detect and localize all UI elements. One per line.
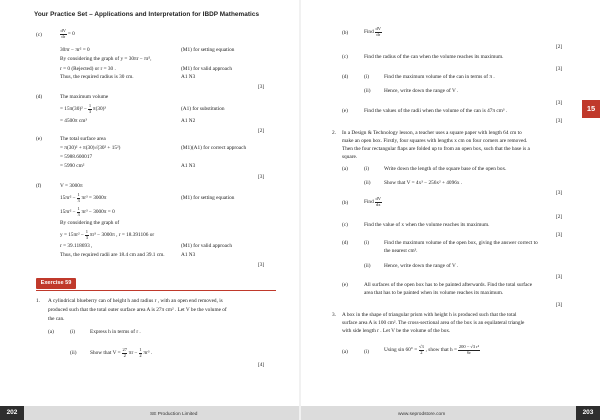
fraction: $\frac{1}{3}$ (88, 103, 92, 114)
q2b-label: (b) (342, 200, 349, 206)
fraction: $\frac{dV}{dr}$ (60, 28, 66, 39)
q3ai-text: Using sin 60° = $\frac{√3}{2}$ , show that h = $\frac{\text{200 − √3 r²}}{6r}$ (384, 344, 480, 355)
publisher-website: www.seprodstore.com (398, 412, 446, 417)
d-mark2: A1 N2 (181, 118, 196, 124)
q2e-text2: area that has to be painted when its volume reaches its maximum. (364, 290, 504, 296)
q2dii-label: (ii) (364, 263, 371, 269)
c-roots: r = 0 (Rejected) or r = 30 . (60, 66, 116, 72)
q2d-marks: [3] (556, 274, 563, 280)
rb-marks: [2] (556, 44, 563, 50)
re-label: (e) (342, 108, 348, 114)
c-row1 (36, 28, 75, 39)
running-header: Your Practice Set – Applications and Interpretation for IBDP Mathematics (34, 11, 260, 18)
q2d-label: (d) (342, 240, 349, 246)
e-l2: = π(30)² + π(30)√(30² + 15²) (60, 145, 121, 151)
q2a-marks: [3] (556, 190, 563, 196)
q2e-marks: [3] (556, 302, 563, 308)
c-label: (c) (36, 32, 42, 38)
c-mark1: (M1) for setting equation (181, 47, 235, 53)
exercise-badge: Exercise 59 (36, 278, 76, 289)
c-eq: 30πr − πr² = 0 (60, 47, 90, 53)
f-l6: r = 39.118693 , (60, 243, 93, 249)
q3-t2: surface area A is 100 cm². The cross-sectional area of the box is an equilateral triangle (342, 320, 525, 326)
f-l2: 15πr² − $\frac{1}{3}$ πr³ = 3000π (60, 192, 107, 203)
re-marks: [3] (556, 118, 563, 124)
rc-text: Find the radius of the can when the volume reaches its maximum. (364, 54, 504, 60)
c-mark2: (M1) for valid approach (181, 66, 233, 72)
d-l2: = 15π(30)² − $\frac{1}{3}$ π(30)³ (60, 103, 107, 114)
q3a-label: (a) (342, 349, 348, 355)
exercise-rule (36, 290, 276, 291)
q3ai-label: (i) (364, 349, 369, 355)
fraction: $\frac{dV}{dr}$ (375, 26, 382, 37)
d-marks: [2] (258, 128, 265, 134)
q2-t3: Then the four rectangular flaps are folded up to from an open box, such that the base is a (342, 146, 530, 152)
d-l3: = 4500π cm³ (60, 118, 87, 124)
q3-t3: with side length r . Let V be the volume of the box. (342, 328, 451, 334)
e-label: (e) (36, 136, 42, 142)
q1-text2: produced such that the total outer surface area A is 27π cm² . Let V be the volume of (48, 307, 227, 313)
q1-text3: the can. (48, 316, 65, 322)
q2-number: 2. (332, 130, 336, 136)
f-l4: By considering the graph of (60, 220, 120, 226)
f-mark1: (M1) for setting equation (181, 195, 235, 201)
q2aii-text: Show that V = 4x³ − 256x² + 4096x . (384, 180, 463, 186)
c-conclusion: Thus, the required radius is 30 cm. (60, 74, 134, 80)
q1-a-label: (a) (48, 329, 54, 335)
q2a-label: (a) (342, 166, 348, 172)
d-l1: The maximum volume (60, 94, 109, 100)
q2b-text: Find $\frac{dV}{dx}$ (364, 196, 382, 207)
q1-ai-text: Express h in terms of r . (90, 329, 141, 335)
e-l4: = 5990 cm² (60, 163, 85, 169)
q2c-label: (c) (342, 222, 348, 228)
c-marks: [3] (258, 84, 265, 90)
f-label: (f) (36, 183, 42, 189)
rd-ii-text: Hence, write down the range of V . (384, 88, 459, 94)
q1-aii-text: Show that V = $\frac{27}{2}$ πr − $\frac{1}{2}$ πr³ . (90, 347, 153, 358)
f-l1: V = 3000π (60, 183, 83, 189)
f-mark3: A1 N3 (181, 252, 196, 258)
rb-text: Find $\frac{dV}{dr}$ (364, 26, 382, 37)
fraction: $\frac{1}{2}$ (139, 347, 142, 358)
chapter-tab: 15 (582, 100, 600, 118)
rd-marks: [3] (556, 100, 563, 106)
c-derivative: $\frac{dV}{dr}$ = 0 (60, 28, 75, 39)
rb-label: (b) (342, 30, 349, 36)
q2di-text2: the nearest cm³. (384, 248, 418, 254)
q1-ai-label: (i) (70, 329, 75, 335)
rc-marks: [3] (556, 66, 563, 72)
page-number-left: 202 (0, 406, 24, 420)
e-mark1: (M1)(A1) for correct approach (181, 145, 247, 151)
q2ai-label: (i) (364, 166, 369, 172)
q1-aii-label: (ii) (70, 350, 77, 356)
q2di-label: (i) (364, 240, 369, 246)
q2c-marks: [3] (556, 232, 563, 238)
c-mark3: A1 N3 (181, 74, 196, 80)
q2ai-text: Write down the length of the square base of the open box. (384, 166, 507, 172)
page-number-right: 203 (576, 406, 600, 420)
q2-t4: square. (342, 154, 358, 160)
q3-t1: A box in the shape of triangular prism with height h is produced such that the total (342, 312, 517, 318)
q1-text1: A cylindrical blueberry can of height h and radius r , with an open end removed, is (48, 298, 223, 304)
publisher-name: SE Production Limited (150, 412, 198, 417)
f-marks: [3] (258, 262, 265, 268)
re-text: Find the values of the radii when the volume of the can is 47π cm³ . (364, 108, 508, 114)
rc-label: (c) (342, 54, 348, 60)
rd-i-label: (i) (364, 74, 369, 80)
q2di-text1: Find the maximum volume of the open box, giving the answer correct to (384, 240, 538, 246)
q2e-text1: All surfaces of the open box has to be painted afterwards. Find the total surface (364, 282, 533, 288)
d-mark1: (A1) for substitution (181, 106, 225, 112)
q2e-label: (e) (342, 282, 348, 288)
fraction: $\frac{dV}{dx}$ (375, 196, 382, 207)
rd-i-text: Find the maximum volume of the can in terms of π . (384, 74, 495, 80)
q2-t1: In a Design & Technology lesson, a teacher uses a square paper with length 64 cm to (342, 130, 522, 136)
q2dii-text: Hence, write down the range of V . (384, 263, 459, 269)
q2-t2: make an open box. Firstly, four squares with lengths x cm on four corners are removed. (342, 138, 528, 144)
e-l3: = 5988.600017 (60, 154, 93, 160)
q2c-text: Find the value of x when the volume reaches its maximum. (364, 222, 490, 228)
q3-number: 3. (332, 312, 336, 318)
f-l3: 15πr² − $\frac{1}{3}$ πr³ − 3000π = 0 (60, 206, 115, 217)
fraction: $\frac{\text{200 − √3 r²}}{6r}$ (458, 344, 480, 355)
fraction: $\frac{1}{3}$ (77, 206, 80, 217)
fraction: $\frac{27}{2}$ (122, 347, 127, 358)
fraction: $\frac{1}{3}$ (77, 192, 80, 203)
rd-label: (d) (342, 74, 349, 80)
d-label: (d) (36, 94, 43, 100)
f-l5: y = 15πr² − $\frac{1}{3}$ πr³ − 3000π , r = 18.391106 or (60, 229, 155, 240)
f-mark2: (M1) for valid approach (181, 243, 233, 249)
e-mark2: A1 N3 (181, 163, 196, 169)
fraction: $\frac{1}{3}$ (85, 229, 88, 240)
q1-number: 1. (36, 298, 40, 304)
rd-ii-label: (ii) (364, 88, 371, 94)
fraction: $\frac{√3}{2}$ (419, 344, 424, 355)
q2aii-label: (ii) (364, 180, 371, 186)
page-gutter (299, 0, 301, 420)
f-l7: Thus, the required radii are 18.4 cm and 39.1 cm. (60, 252, 165, 258)
q2b-marks: [2] (556, 214, 563, 220)
e-l1: The total surface area (60, 136, 106, 142)
q1-marks: [4] (258, 362, 265, 368)
e-marks: [3] (258, 174, 265, 180)
c-graph: By considering the graph of y = 30πr − πr², (60, 56, 152, 62)
footer-right-bar (301, 406, 600, 420)
